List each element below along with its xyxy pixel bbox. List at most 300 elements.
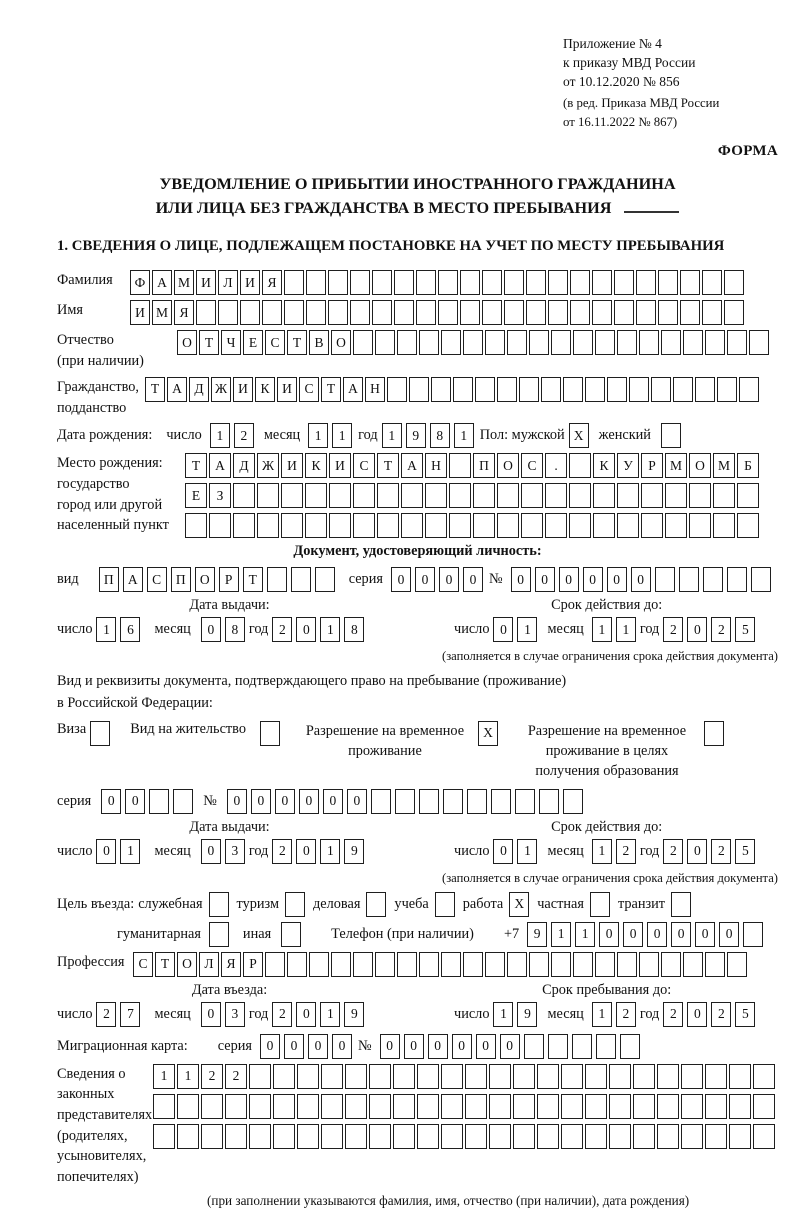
- char-box[interactable]: [665, 483, 687, 508]
- char-box[interactable]: [570, 300, 590, 325]
- char-box[interactable]: 0: [96, 839, 116, 864]
- char-box[interactable]: 2: [272, 839, 292, 864]
- char-box[interactable]: [225, 1094, 247, 1119]
- char-box[interactable]: [401, 483, 423, 508]
- char-box[interactable]: 0: [493, 617, 513, 642]
- char-box[interactable]: [233, 513, 255, 538]
- char-box[interactable]: А: [209, 453, 231, 478]
- char-box[interactable]: [453, 377, 473, 402]
- char-box[interactable]: 5: [735, 617, 755, 642]
- char-box[interactable]: [593, 483, 615, 508]
- char-box[interactable]: [465, 1064, 487, 1089]
- char-box[interactable]: [240, 300, 260, 325]
- char-box[interactable]: [529, 952, 549, 977]
- char-box[interactable]: [419, 330, 439, 355]
- char-box[interactable]: [497, 513, 519, 538]
- char-box[interactable]: [257, 483, 279, 508]
- char-box[interactable]: [636, 270, 656, 295]
- char-box[interactable]: 2: [96, 1002, 116, 1027]
- char-box[interactable]: М: [665, 453, 687, 478]
- char-box[interactable]: [545, 483, 567, 508]
- char-box[interactable]: [705, 952, 725, 977]
- char-box[interactable]: [449, 483, 471, 508]
- char-box[interactable]: [504, 270, 524, 295]
- char-box[interactable]: [201, 1124, 223, 1149]
- char-box[interactable]: [419, 789, 439, 814]
- char-box[interactable]: И: [233, 377, 253, 402]
- char-box[interactable]: Ф: [130, 270, 150, 295]
- char-box[interactable]: [417, 1094, 439, 1119]
- char-box[interactable]: [372, 270, 392, 295]
- char-box[interactable]: [585, 377, 605, 402]
- char-box[interactable]: [689, 483, 711, 508]
- char-box[interactable]: Д: [189, 377, 209, 402]
- char-box[interactable]: [369, 1094, 391, 1119]
- char-box[interactable]: 0: [695, 922, 715, 947]
- char-box[interactable]: [497, 483, 519, 508]
- char-box[interactable]: 0: [599, 922, 619, 947]
- char-box[interactable]: [570, 270, 590, 295]
- char-box[interactable]: Р: [219, 567, 239, 592]
- char-box[interactable]: [585, 1094, 607, 1119]
- char-box[interactable]: [321, 1124, 343, 1149]
- char-box[interactable]: [753, 1064, 775, 1089]
- char-box[interactable]: С: [147, 567, 167, 592]
- char-box[interactable]: [177, 1124, 199, 1149]
- male-checkbox[interactable]: X: [569, 423, 589, 448]
- char-box[interactable]: У: [617, 453, 639, 478]
- char-box[interactable]: [249, 1094, 271, 1119]
- char-box[interactable]: [465, 1094, 487, 1119]
- char-box[interactable]: [438, 300, 458, 325]
- char-box[interactable]: 0: [583, 567, 603, 592]
- char-box[interactable]: Ч: [221, 330, 241, 355]
- char-box[interactable]: [713, 483, 735, 508]
- char-box[interactable]: О: [177, 952, 197, 977]
- char-box[interactable]: 1: [592, 1002, 612, 1027]
- char-box[interactable]: [551, 952, 571, 977]
- char-box[interactable]: [409, 377, 429, 402]
- char-box[interactable]: 0: [227, 789, 247, 814]
- char-box[interactable]: 0: [439, 567, 459, 592]
- char-box[interactable]: Л: [199, 952, 219, 977]
- char-box[interactable]: [689, 513, 711, 538]
- char-box[interactable]: Е: [185, 483, 207, 508]
- char-box[interactable]: И: [329, 453, 351, 478]
- char-box[interactable]: [489, 1094, 511, 1119]
- char-box[interactable]: [614, 300, 634, 325]
- char-box[interactable]: [395, 789, 415, 814]
- char-box[interactable]: [401, 513, 423, 538]
- char-box[interactable]: [513, 1064, 535, 1089]
- char-box[interactable]: [449, 453, 471, 478]
- char-box[interactable]: [592, 270, 612, 295]
- char-box[interactable]: [350, 270, 370, 295]
- char-box[interactable]: [353, 513, 375, 538]
- char-box[interactable]: [727, 567, 747, 592]
- char-box[interactable]: 0: [296, 617, 316, 642]
- char-box[interactable]: И: [196, 270, 216, 295]
- char-box[interactable]: 9: [406, 423, 426, 448]
- char-box[interactable]: 1: [320, 1002, 340, 1027]
- char-box[interactable]: Я: [174, 300, 194, 325]
- char-box[interactable]: [185, 513, 207, 538]
- char-box[interactable]: [284, 270, 304, 295]
- char-box[interactable]: [539, 789, 559, 814]
- char-box[interactable]: [233, 483, 255, 508]
- char-box[interactable]: [491, 789, 511, 814]
- char-box[interactable]: 0: [275, 789, 295, 814]
- char-box[interactable]: 0: [296, 839, 316, 864]
- char-box[interactable]: 1: [308, 423, 328, 448]
- char-box[interactable]: [679, 567, 699, 592]
- char-box[interactable]: [521, 513, 543, 538]
- char-box[interactable]: [149, 789, 169, 814]
- char-box[interactable]: [328, 270, 348, 295]
- char-box[interactable]: [507, 952, 527, 977]
- char-box[interactable]: А: [167, 377, 187, 402]
- char-box[interactable]: [561, 1124, 583, 1149]
- char-box[interactable]: М: [152, 300, 172, 325]
- char-box[interactable]: [633, 1094, 655, 1119]
- char-box[interactable]: [537, 1094, 559, 1119]
- char-box[interactable]: М: [713, 453, 735, 478]
- char-box[interactable]: [460, 300, 480, 325]
- char-box[interactable]: [729, 1124, 751, 1149]
- char-box[interactable]: [680, 270, 700, 295]
- purpose-humanitarian-checkbox[interactable]: [209, 922, 229, 947]
- purpose-business-checkbox[interactable]: [366, 892, 386, 917]
- char-box[interactable]: [515, 789, 535, 814]
- char-box[interactable]: [683, 330, 703, 355]
- char-box[interactable]: [443, 789, 463, 814]
- char-box[interactable]: О: [497, 453, 519, 478]
- char-box[interactable]: [425, 483, 447, 508]
- char-box[interactable]: [482, 270, 502, 295]
- char-box[interactable]: О: [195, 567, 215, 592]
- char-box[interactable]: 0: [299, 789, 319, 814]
- char-box[interactable]: 7: [120, 1002, 140, 1027]
- char-box[interactable]: 1: [332, 423, 352, 448]
- char-box[interactable]: [173, 789, 193, 814]
- char-box[interactable]: С: [265, 330, 285, 355]
- char-box[interactable]: [177, 1094, 199, 1119]
- char-box[interactable]: 1: [320, 839, 340, 864]
- char-box[interactable]: [441, 1064, 463, 1089]
- char-box[interactable]: 1: [320, 617, 340, 642]
- char-box[interactable]: [561, 1064, 583, 1089]
- char-box[interactable]: [561, 1094, 583, 1119]
- char-box[interactable]: [639, 952, 659, 977]
- char-box[interactable]: [441, 1124, 463, 1149]
- char-box[interactable]: [485, 330, 505, 355]
- char-box[interactable]: 1: [120, 839, 140, 864]
- char-box[interactable]: Ж: [257, 453, 279, 478]
- char-box[interactable]: [375, 330, 395, 355]
- char-box[interactable]: 1: [454, 423, 474, 448]
- char-box[interactable]: [743, 922, 763, 947]
- char-box[interactable]: [724, 270, 744, 295]
- char-box[interactable]: А: [123, 567, 143, 592]
- char-box[interactable]: 0: [284, 1034, 304, 1059]
- char-box[interactable]: [265, 952, 285, 977]
- char-box[interactable]: [681, 1064, 703, 1089]
- char-box[interactable]: [331, 952, 351, 977]
- char-box[interactable]: [371, 789, 391, 814]
- char-box[interactable]: А: [343, 377, 363, 402]
- char-box[interactable]: [473, 483, 495, 508]
- char-box[interactable]: 1: [210, 423, 230, 448]
- char-box[interactable]: [438, 270, 458, 295]
- char-box[interactable]: [513, 1124, 535, 1149]
- char-box[interactable]: [729, 1064, 751, 1089]
- char-box[interactable]: 0: [323, 789, 343, 814]
- char-box[interactable]: 0: [607, 567, 627, 592]
- char-box[interactable]: 1: [96, 617, 116, 642]
- char-box[interactable]: [262, 300, 282, 325]
- char-box[interactable]: [284, 300, 304, 325]
- char-box[interactable]: 3: [225, 839, 245, 864]
- char-box[interactable]: 0: [380, 1034, 400, 1059]
- char-box[interactable]: [717, 377, 737, 402]
- char-box[interactable]: [321, 1064, 343, 1089]
- char-box[interactable]: Т: [377, 453, 399, 478]
- char-box[interactable]: [548, 1034, 568, 1059]
- char-box[interactable]: [749, 330, 769, 355]
- char-box[interactable]: [617, 952, 637, 977]
- char-box[interactable]: 2: [225, 1064, 247, 1089]
- char-box[interactable]: [417, 1124, 439, 1149]
- char-box[interactable]: [681, 1094, 703, 1119]
- char-box[interactable]: [705, 1064, 727, 1089]
- char-box[interactable]: [641, 483, 663, 508]
- char-box[interactable]: С: [353, 453, 375, 478]
- char-box[interactable]: [751, 567, 771, 592]
- char-box[interactable]: 2: [711, 1002, 731, 1027]
- char-box[interactable]: 2: [272, 1002, 292, 1027]
- char-box[interactable]: 0: [687, 617, 707, 642]
- edu-residence-checkbox[interactable]: [704, 721, 724, 746]
- char-box[interactable]: [658, 300, 678, 325]
- char-box[interactable]: 0: [347, 789, 367, 814]
- char-box[interactable]: П: [171, 567, 191, 592]
- char-box[interactable]: [460, 270, 480, 295]
- char-box[interactable]: [658, 270, 678, 295]
- char-box[interactable]: [504, 300, 524, 325]
- char-box[interactable]: 0: [559, 567, 579, 592]
- purpose-study-checkbox[interactable]: [435, 892, 455, 917]
- char-box[interactable]: [297, 1124, 319, 1149]
- char-box[interactable]: 2: [272, 617, 292, 642]
- char-box[interactable]: [609, 1094, 631, 1119]
- char-box[interactable]: Ж: [211, 377, 231, 402]
- char-box[interactable]: А: [401, 453, 423, 478]
- purpose-work-checkbox[interactable]: X: [509, 892, 529, 917]
- char-box[interactable]: 2: [616, 839, 636, 864]
- char-box[interactable]: 9: [527, 922, 547, 947]
- char-box[interactable]: [153, 1124, 175, 1149]
- char-box[interactable]: [315, 567, 335, 592]
- char-box[interactable]: [569, 513, 591, 538]
- char-box[interactable]: [651, 377, 671, 402]
- char-box[interactable]: [463, 952, 483, 977]
- char-box[interactable]: 0: [391, 567, 411, 592]
- char-box[interactable]: [753, 1094, 775, 1119]
- purpose-private-checkbox[interactable]: [590, 892, 610, 917]
- char-box[interactable]: 0: [125, 789, 145, 814]
- purpose-tourism-checkbox[interactable]: [285, 892, 305, 917]
- char-box[interactable]: [463, 330, 483, 355]
- char-box[interactable]: [548, 300, 568, 325]
- char-box[interactable]: 2: [711, 839, 731, 864]
- residence-permit-checkbox[interactable]: [260, 721, 280, 746]
- char-box[interactable]: [153, 1094, 175, 1119]
- char-box[interactable]: [467, 789, 487, 814]
- char-box[interactable]: [393, 1064, 415, 1089]
- char-box[interactable]: [329, 513, 351, 538]
- char-box[interactable]: [306, 300, 326, 325]
- char-box[interactable]: [345, 1094, 367, 1119]
- char-box[interactable]: 2: [663, 617, 683, 642]
- char-box[interactable]: [617, 330, 637, 355]
- char-box[interactable]: [196, 300, 216, 325]
- char-box[interactable]: [641, 513, 663, 538]
- char-box[interactable]: [596, 1034, 616, 1059]
- char-box[interactable]: А: [152, 270, 172, 295]
- char-box[interactable]: [526, 270, 546, 295]
- char-box[interactable]: [541, 377, 561, 402]
- char-box[interactable]: [431, 377, 451, 402]
- char-box[interactable]: 0: [101, 789, 121, 814]
- char-box[interactable]: [705, 1094, 727, 1119]
- char-box[interactable]: 0: [260, 1034, 280, 1059]
- char-box[interactable]: 9: [344, 839, 364, 864]
- char-box[interactable]: [419, 952, 439, 977]
- char-box[interactable]: 0: [719, 922, 739, 947]
- char-box[interactable]: [209, 513, 231, 538]
- char-box[interactable]: [225, 1124, 247, 1149]
- char-box[interactable]: [703, 567, 723, 592]
- char-box[interactable]: [377, 483, 399, 508]
- char-box[interactable]: [513, 1094, 535, 1119]
- char-box[interactable]: [657, 1064, 679, 1089]
- char-box[interactable]: 1: [153, 1064, 175, 1089]
- char-box[interactable]: [673, 377, 693, 402]
- char-box[interactable]: 9: [344, 1002, 364, 1027]
- char-box[interactable]: [489, 1124, 511, 1149]
- char-box[interactable]: [681, 1124, 703, 1149]
- char-box[interactable]: 1: [592, 839, 612, 864]
- char-box[interactable]: [297, 1064, 319, 1089]
- char-box[interactable]: Д: [233, 453, 255, 478]
- char-box[interactable]: К: [593, 453, 615, 478]
- char-box[interactable]: [620, 1034, 640, 1059]
- char-box[interactable]: 0: [452, 1034, 472, 1059]
- char-box[interactable]: П: [99, 567, 119, 592]
- char-box[interactable]: [563, 789, 583, 814]
- char-box[interactable]: [489, 1064, 511, 1089]
- char-box[interactable]: [569, 453, 591, 478]
- char-box[interactable]: 2: [234, 423, 254, 448]
- char-box[interactable]: 0: [623, 922, 643, 947]
- char-box[interactable]: [287, 952, 307, 977]
- char-box[interactable]: Н: [365, 377, 385, 402]
- char-box[interactable]: [249, 1064, 271, 1089]
- char-box[interactable]: 0: [404, 1034, 424, 1059]
- char-box[interactable]: Т: [243, 567, 263, 592]
- char-box[interactable]: [353, 330, 373, 355]
- char-box[interactable]: 0: [476, 1034, 496, 1059]
- char-box[interactable]: 1: [517, 839, 537, 864]
- char-box[interactable]: [482, 300, 502, 325]
- char-box[interactable]: [218, 300, 238, 325]
- char-box[interactable]: [441, 1094, 463, 1119]
- char-box[interactable]: 5: [735, 1002, 755, 1027]
- char-box[interactable]: 1: [575, 922, 595, 947]
- char-box[interactable]: [394, 270, 414, 295]
- char-box[interactable]: 0: [296, 1002, 316, 1027]
- char-box[interactable]: [639, 330, 659, 355]
- char-box[interactable]: [737, 513, 759, 538]
- char-box[interactable]: [573, 330, 593, 355]
- char-box[interactable]: [705, 1124, 727, 1149]
- char-box[interactable]: С: [521, 453, 543, 478]
- char-box[interactable]: [729, 1094, 751, 1119]
- char-box[interactable]: [519, 377, 539, 402]
- char-box[interactable]: [526, 300, 546, 325]
- char-box[interactable]: 8: [430, 423, 450, 448]
- char-box[interactable]: 2: [663, 839, 683, 864]
- char-box[interactable]: 0: [428, 1034, 448, 1059]
- char-box[interactable]: [281, 483, 303, 508]
- char-box[interactable]: [614, 270, 634, 295]
- char-box[interactable]: [417, 1064, 439, 1089]
- char-box[interactable]: 0: [687, 839, 707, 864]
- char-box[interactable]: 1: [592, 617, 612, 642]
- char-box[interactable]: [273, 1094, 295, 1119]
- char-box[interactable]: [563, 377, 583, 402]
- char-box[interactable]: [257, 513, 279, 538]
- char-box[interactable]: [416, 300, 436, 325]
- char-box[interactable]: Б: [737, 453, 759, 478]
- char-box[interactable]: [465, 1124, 487, 1149]
- char-box[interactable]: [507, 330, 527, 355]
- char-box[interactable]: [702, 300, 722, 325]
- char-box[interactable]: 9: [517, 1002, 537, 1027]
- char-box[interactable]: 0: [201, 617, 221, 642]
- char-box[interactable]: [609, 1124, 631, 1149]
- char-box[interactable]: 0: [201, 839, 221, 864]
- char-box[interactable]: [397, 952, 417, 977]
- char-box[interactable]: О: [689, 453, 711, 478]
- char-box[interactable]: 8: [344, 617, 364, 642]
- char-box[interactable]: 0: [308, 1034, 328, 1059]
- char-box[interactable]: [473, 513, 495, 538]
- char-box[interactable]: [416, 270, 436, 295]
- char-box[interactable]: [683, 952, 703, 977]
- purpose-business-trip-checkbox[interactable]: [209, 892, 229, 917]
- char-box[interactable]: [329, 483, 351, 508]
- char-box[interactable]: [309, 952, 329, 977]
- char-box[interactable]: [273, 1064, 295, 1089]
- char-box[interactable]: 0: [535, 567, 555, 592]
- char-box[interactable]: 0: [463, 567, 483, 592]
- char-box[interactable]: [585, 1124, 607, 1149]
- char-box[interactable]: [529, 330, 549, 355]
- char-box[interactable]: [449, 513, 471, 538]
- char-box[interactable]: [377, 513, 399, 538]
- char-box[interactable]: [655, 567, 675, 592]
